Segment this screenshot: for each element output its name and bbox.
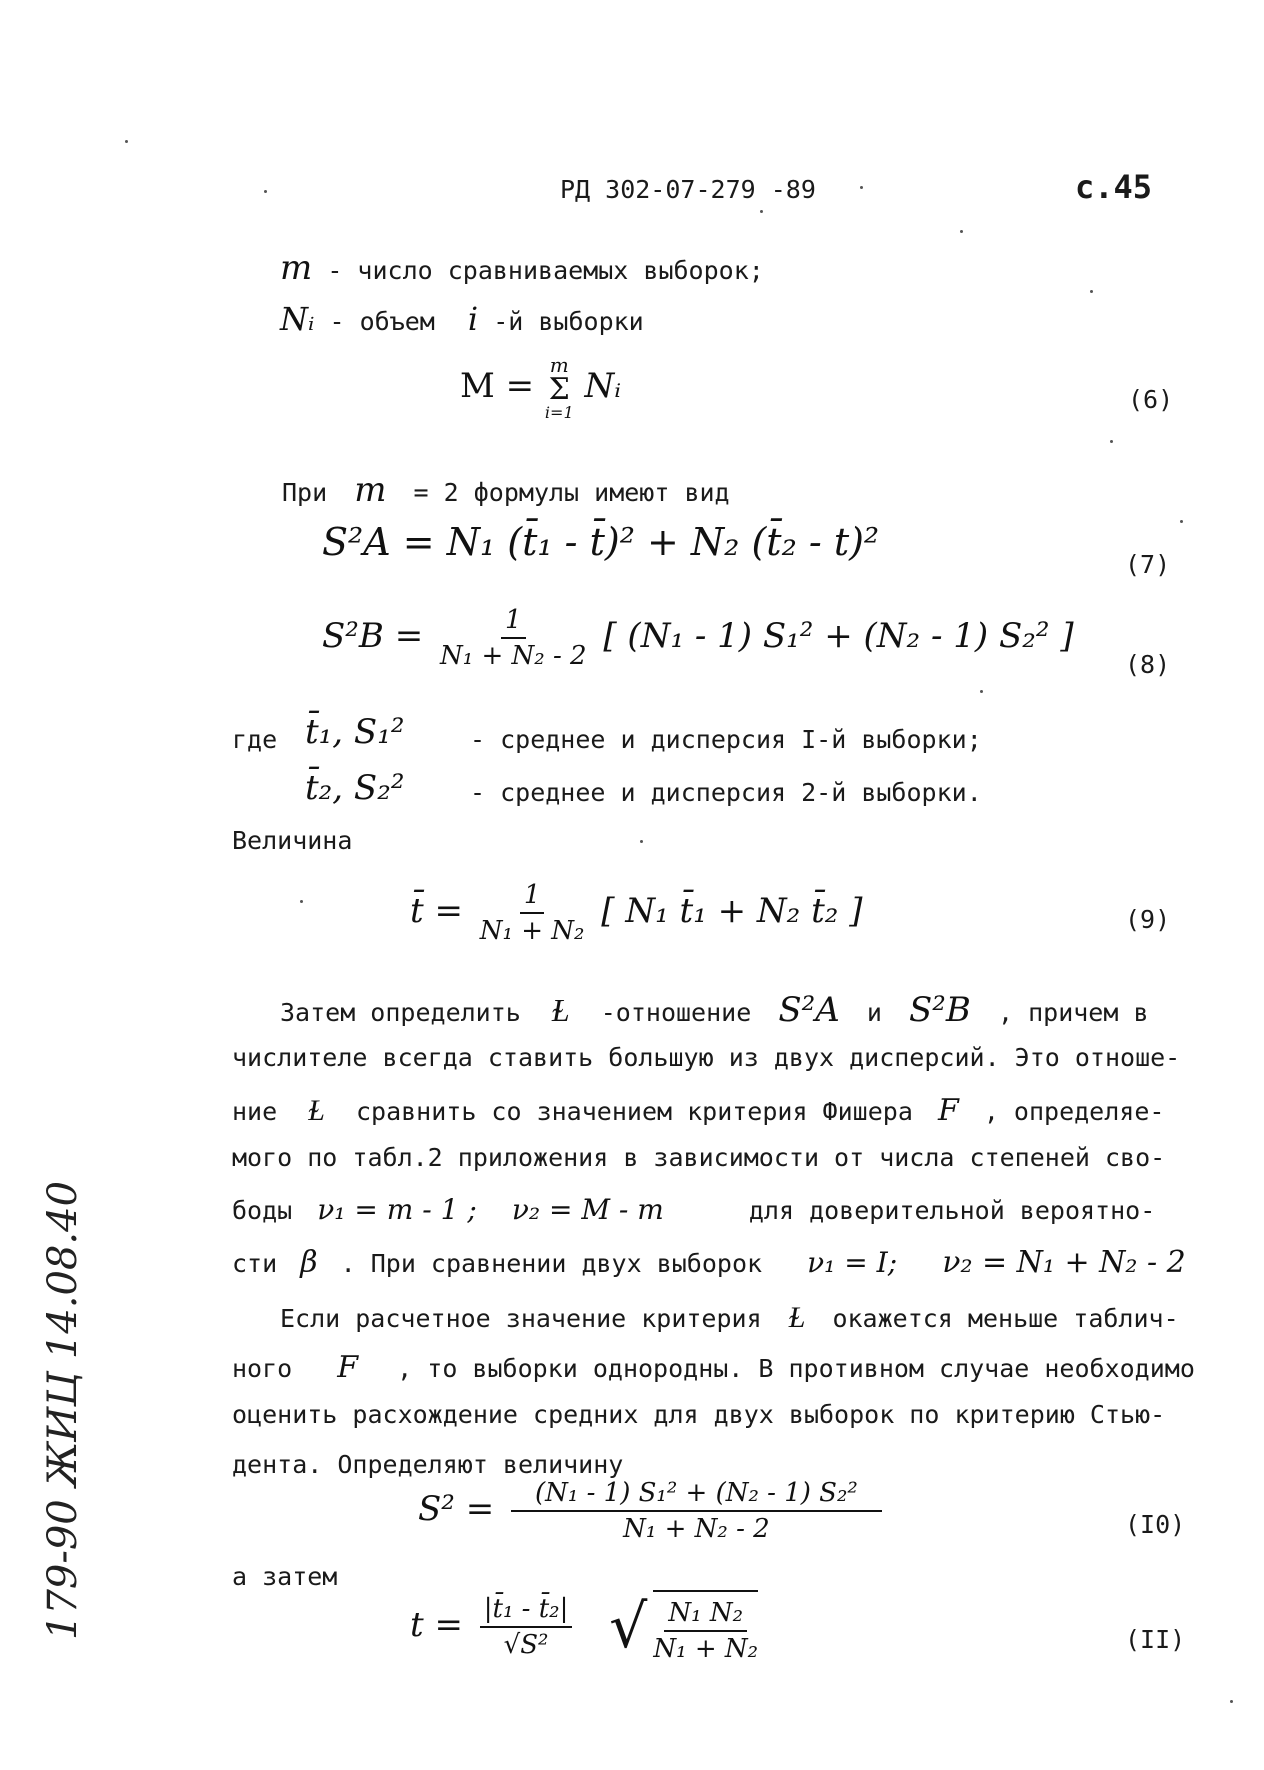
p1-l3-c: , определяе- <box>983 1097 1165 1126</box>
eq6-sigma: Σ <box>548 372 570 407</box>
para1-line-3 <box>232 1093 1164 1128</box>
eq11-root <box>609 1590 764 1664</box>
eq8-number: (8) <box>1125 650 1171 679</box>
eq6-sum <box>545 355 574 421</box>
p1-l5-a: боды <box>232 1196 293 1225</box>
margin-handwritten-note: 179-90 ЖИЦ 14.08.40 <box>40 1180 86 1640</box>
def-m <box>280 248 764 288</box>
p2-l1-sym: Ɫ <box>788 1300 806 1335</box>
intro-m-symbol: m <box>354 470 387 510</box>
p1-l5-eq2: ν₂ = M - m <box>511 1193 664 1226</box>
p2-l2-b: , то выборки однородны. В противном случае необходимо <box>397 1354 1195 1383</box>
where-text-2: - среднее и дисперсия 2-й выборки. <box>470 778 982 807</box>
where-text-1: - среднее и дисперсия I-й выборки; <box>470 725 982 754</box>
p2-l1-a: Если расчетное значение критерия <box>280 1304 762 1333</box>
equation-10 <box>418 1478 888 1544</box>
p1-l1-s2: S²B <box>909 990 971 1030</box>
intro-m2 <box>282 470 730 510</box>
para1-line-4: мого по табл.2 приложения в зависимости от числа степеней сво- <box>232 1143 1166 1172</box>
eq8-frac-den: N₁ + N₂ - 2 <box>440 641 587 671</box>
ni-text: - объем <box>329 307 435 336</box>
p1-l1-sym: Ɫ <box>551 991 570 1029</box>
document-code: РД 302-07-279 -89 <box>560 175 816 204</box>
p2-l1-b: окажется меньше таблич- <box>832 1304 1179 1333</box>
p1-l3-b: сравнить со значением критерия Фишера <box>355 1097 913 1126</box>
eq6-sum-bottom: i=1 <box>544 403 574 422</box>
p1-l5-b: для доверительной вероятно- <box>748 1196 1156 1225</box>
where-sym-1: t̄₁, S₁² <box>305 712 405 752</box>
para1-line-6 <box>232 1245 1186 1280</box>
eq11-frac-num: |t̄₁ - t̄₂| <box>480 1594 573 1628</box>
eq9-frac-num: 1 <box>520 880 545 914</box>
eq8-frac-num: 1 <box>501 605 526 639</box>
p1-l5-eq1: ν₁ = m - 1 ; <box>317 1193 477 1226</box>
eq11-root-fraction <box>653 1590 758 1664</box>
equation-9 <box>410 880 862 946</box>
eq10-fraction <box>511 1478 882 1544</box>
equation-6 <box>460 355 621 421</box>
ni-symbol: Nᵢ <box>280 300 315 338</box>
eq11-frac-den: √S² <box>503 1630 549 1660</box>
p1-l1-c: и <box>866 998 882 1027</box>
p1-l3-a: ние <box>232 1097 278 1126</box>
p1-l6-beta: β <box>300 1245 318 1280</box>
eq11-root-den: N₁ + N₂ <box>653 1634 759 1664</box>
eq10-number: (I0) <box>1125 1510 1186 1539</box>
para1-line-2: числителе всегда ставить большую из двух дисперсий. Это отноше- <box>232 1043 1181 1072</box>
p1-l3-sym: Ɫ <box>308 1093 325 1128</box>
p1-l1-a: Затем определить <box>280 998 521 1027</box>
eq6-term: Nᵢ <box>584 366 622 406</box>
eq10-lhs: S² = <box>418 1489 495 1529</box>
para2-line-2 <box>232 1350 1195 1385</box>
m-symbol: m <box>280 248 313 288</box>
p1-l6-b: . При сравнении двух выборок <box>340 1249 763 1278</box>
p1-l1-d: , причем в <box>997 998 1149 1027</box>
eq9-bracket: [ N₁ t̄₁ + N₂ t̄₂ ] <box>601 891 863 931</box>
eq11-number: (II) <box>1125 1625 1186 1654</box>
a-zatem-label: а затем <box>232 1562 338 1591</box>
p2-l2-f: F <box>337 1350 359 1385</box>
eq11-fraction <box>480 1594 573 1660</box>
p2-l2-a: ного <box>232 1354 293 1383</box>
p1-l6-eq1: ν₁ = I; <box>807 1246 898 1279</box>
para2-line-1 <box>280 1300 1179 1335</box>
eq9-fraction <box>480 880 585 946</box>
eq11-lhs: t = <box>410 1605 463 1645</box>
intro-post: = 2 формулы имеют вид <box>413 478 730 507</box>
equation-7: S²A = N₁ (t̄₁ - t̄)² + N₂ (t̄₂ - t)² <box>322 520 880 564</box>
para1-line-5 <box>232 1193 1155 1226</box>
p1-l6-a: сти <box>232 1249 278 1278</box>
p1-l1-s1: S²A <box>778 990 840 1030</box>
eq6-number: (6) <box>1128 385 1174 414</box>
p1-l3-f: F <box>937 1093 959 1128</box>
para1-line-1 <box>280 990 1149 1030</box>
page-number: с.45 <box>1075 168 1153 206</box>
eq6-lhs: M = <box>460 366 535 406</box>
eq9-frac-den: N₁ + N₂ <box>479 916 585 946</box>
m-definition: - число сравниваемых выборок; <box>327 256 764 285</box>
i-symbol: i <box>467 300 479 338</box>
eq11-root-num: N₁ N₂ <box>664 1598 747 1632</box>
eq8-lhs: S²B = <box>322 616 424 656</box>
eq10-frac-num: (N₁ - 1) S₁² + (N₂ - 1) S₂² <box>511 1478 882 1512</box>
eq10-frac-den: N₁ + N₂ - 2 <box>623 1514 770 1544</box>
eq8-fraction <box>440 605 587 671</box>
intro-pre: При <box>282 478 328 507</box>
eq11-radical-icon: √ <box>609 1592 648 1662</box>
para2-line-4: дента. Определяют величину <box>232 1450 624 1479</box>
p1-l1-b: -отношение <box>600 998 752 1027</box>
equation-11 <box>410 1590 764 1664</box>
eq9-lhs: t̄ = <box>410 891 463 931</box>
where-sym-2: t̄₂, S₂² <box>305 768 405 808</box>
eq9-number: (9) <box>1125 905 1171 934</box>
eq7-number: (7) <box>1125 550 1171 579</box>
eq8-bracket: [ (N₁ - 1) S₁² + (N₂ - 1) S₂² ] <box>603 616 1074 656</box>
p1-l6-eq2: ν₂ = N₁ + N₂ - 2 <box>942 1245 1186 1280</box>
eq6-sum-top: m <box>549 353 569 377</box>
velichina-label: Величина <box>232 826 353 855</box>
def-ni <box>280 300 644 338</box>
equation-8 <box>322 605 1074 671</box>
ni-tail: -й выборки <box>493 307 644 336</box>
where-label: где <box>232 725 278 754</box>
para2-line-3: оценить расхождение средних для двух выборок по критерию Стью- <box>232 1400 1166 1429</box>
